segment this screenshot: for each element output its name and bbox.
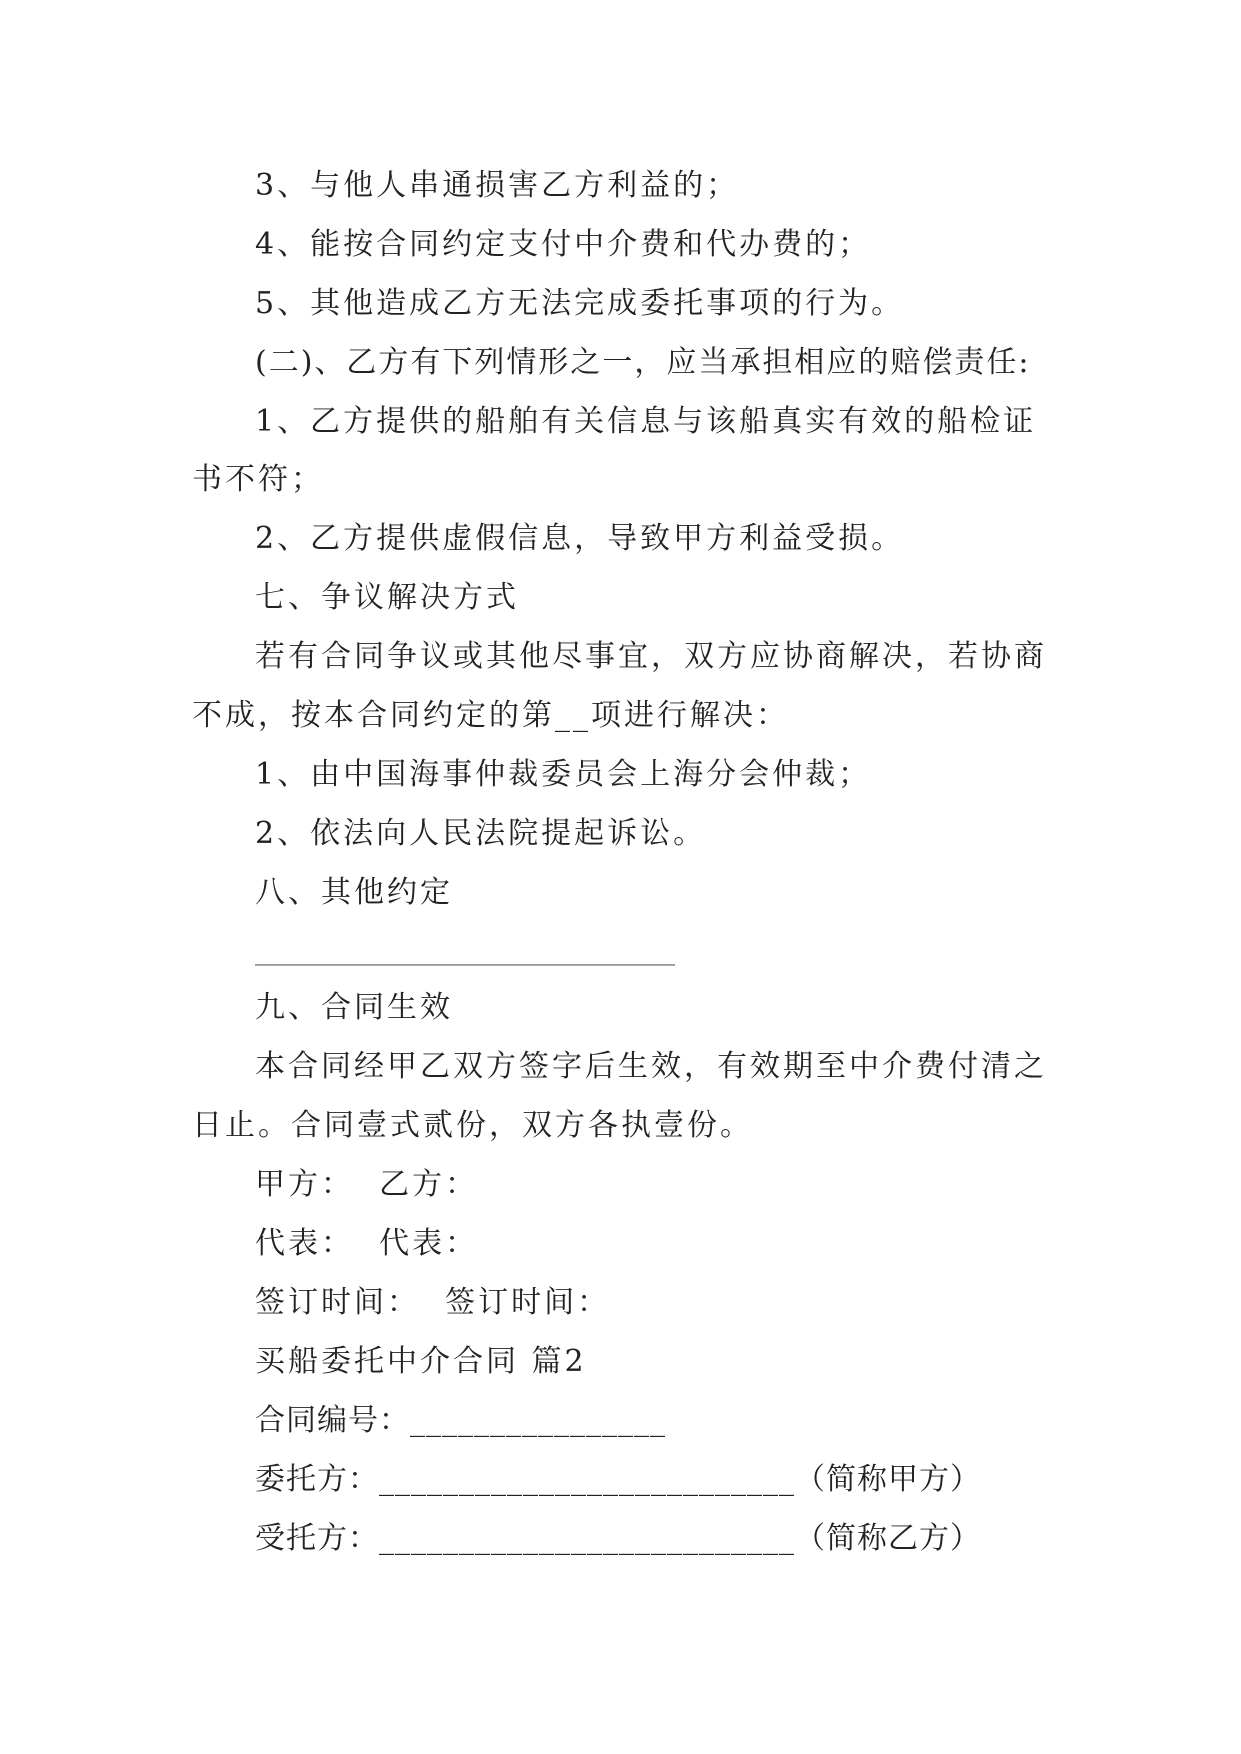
other-agreements-blank: ______________________________ <box>255 933 675 966</box>
effect-paragraph: 本合同经甲乙双方签字后生效，有效期至中介费付清之 <box>255 1049 1047 1084</box>
heading-other-agreements: 八、其他约定 <box>255 875 453 910</box>
clause-b2-false-info: 2、乙方提供虚假信息，导致甲方利益受损。 <box>255 521 905 556</box>
effect-paragraph-continued: 日止。合同壹式贰份，双方各执壹份。 <box>192 1108 753 1143</box>
clause-5-other: 5、其他造成乙方无法完成委托事项的行为。 <box>255 286 905 321</box>
heading-dispute-resolution: 七、争议解决方式 <box>255 580 519 615</box>
clause-b1-continued: 书不符； <box>192 462 324 497</box>
heading-contract-effect: 九、合同生效 <box>255 990 453 1025</box>
agent-field: 受托方：__________________________（简称乙方） <box>255 1521 981 1556</box>
clause-4-payment: 4、能按合同约定支付中介费和代办费的； <box>255 227 872 262</box>
section-party-b-liability: (二)、乙方有下列情形之一，应当承担相应的赔偿责任: <box>255 345 1031 380</box>
contract-number-field: 合同编号：________________ <box>255 1403 666 1438</box>
dispute-option-arbitration: 1、由中国海事仲裁委员会上海分会仲裁； <box>255 757 872 792</box>
dispute-paragraph-continued: 不成，按本合同约定的第__项进行解决： <box>192 698 789 733</box>
contract-2-title: 买船委托中介合同 篇2 <box>255 1344 587 1379</box>
dispute-option-litigation: 2、依法向人民法院提起诉讼。 <box>255 816 707 851</box>
clause-b1-ship-info: 1、乙方提供的船舶有关信息与该船真实有效的船检证 <box>255 404 1037 439</box>
signature-parties: 甲方： 乙方： <box>255 1167 479 1202</box>
signature-dates: 签订时间： 签订时间： <box>255 1285 611 1320</box>
dispute-paragraph: 若有合同争议或其他尽事宜，双方应协商解决，若协商 <box>255 639 1047 674</box>
principal-field: 委托方：__________________________（简称甲方） <box>255 1462 981 1497</box>
clause-3-collusion: 3、与他人串通损害乙方利益的； <box>255 168 740 203</box>
signature-representatives: 代表： 代表： <box>255 1226 479 1261</box>
